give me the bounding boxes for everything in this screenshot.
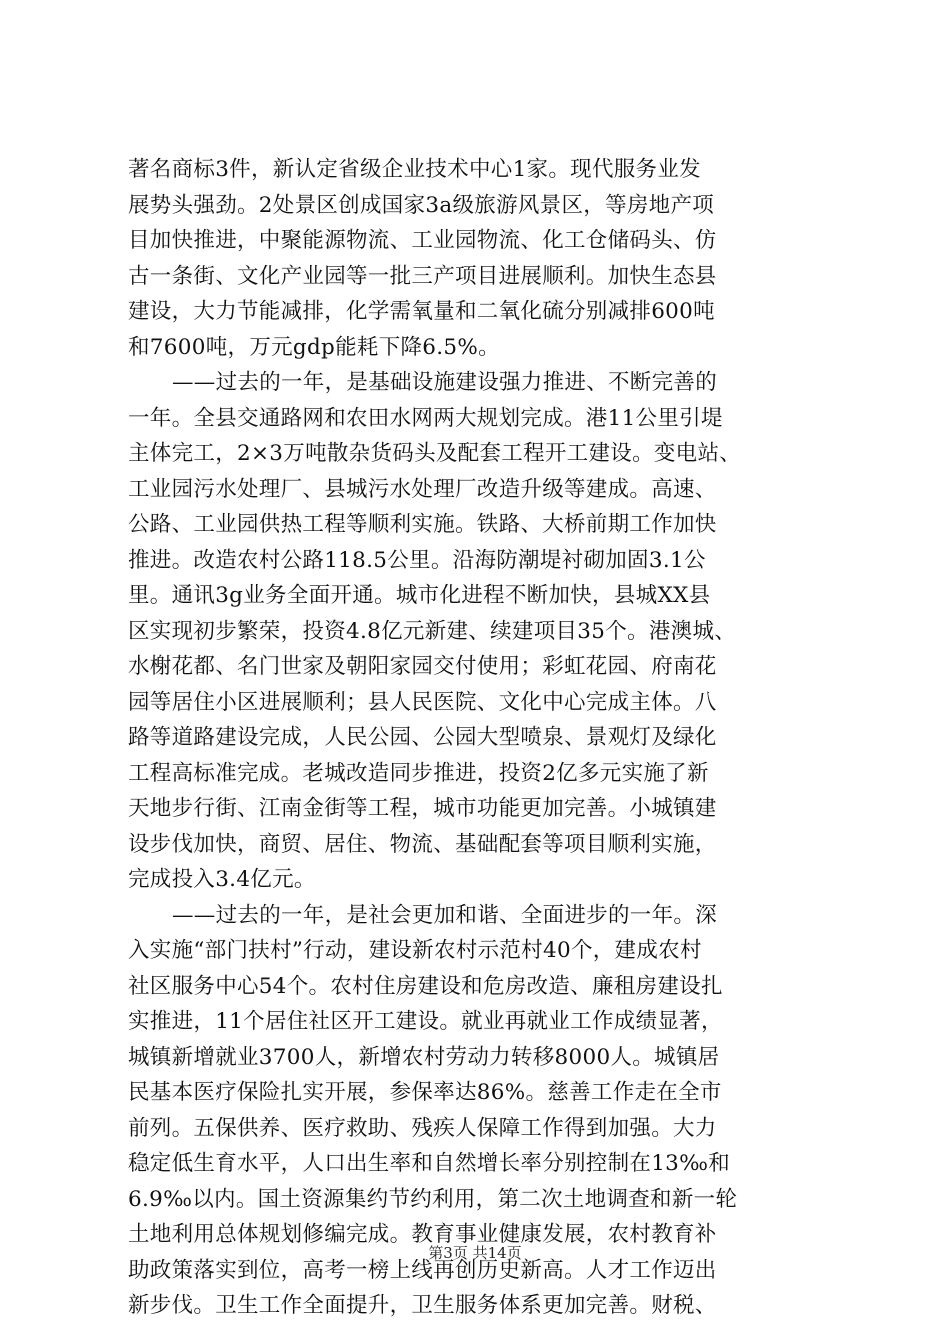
text-line: 水榭花都、名门世家及朝阳家园交付使用；彩虹花园、府南花	[128, 654, 717, 679]
text-line: 助政策落实到位，高考一榜上线再创历史新高。人才工作迈出	[128, 1257, 717, 1283]
text-line: 设步伐加快，商贸、居住、物流、基础配套等项目顺利实施，	[128, 831, 717, 857]
text-line: 和7600吨，万元gdp能耗下降6.5%。	[128, 334, 500, 360]
text-line: 目加快推进，中聚能源物流、工业园物流、化工仓储码头、仿	[128, 228, 717, 253]
text-line: 展势头强劲。2处景区创成国家3a级旅游风景区，等房地产项	[128, 192, 715, 218]
text-line: 前列。五保供养、医疗救助、残疾人保障工作得到加强。大力	[128, 1115, 717, 1141]
text-line: 稳定低生育水平，人口出生率和自然增长率分别控制在13‰和	[128, 1151, 731, 1176]
text-line: ——过去的一年，是基础设施建设强力推进、不断完善的	[172, 370, 718, 395]
text-line: 著名商标3件，新认定省级企业技术中心1家。现代服务业发	[128, 157, 701, 182]
text-line: 天地步行街、江南金街等工程，城市功能更加完善。小城镇建	[128, 796, 717, 821]
text-line: 里。通讯3g业务全面开通。城市化进程不断加快，县城XX县	[128, 583, 711, 608]
text-line: 一年。全县交通路网和农田水网两大规划完成。港11公里引堤	[128, 405, 723, 431]
text-line: 主体完工，2×3万吨散杂货码头及配套工程开工建设。变电站、	[128, 441, 742, 466]
text-line: 园等居住小区进展顺利；县人民医院、文化中心完成主体。八	[128, 689, 717, 715]
text-line: 区实现初步繁荣，投资4.8亿元新建、续建项目35个。港澳城、	[128, 618, 737, 644]
text-line: 城镇新增就业3700人，新增农村劳动力转移8000人。城镇居	[128, 1044, 720, 1070]
text-line: 社区服务中心54个。农村住房建设和危房改造、廉租房建设扎	[128, 973, 723, 999]
text-line: 新步伐。卫生工作全面提升，卫生服务体系更加完善。财税、	[128, 1293, 717, 1318]
text-line: 建设，大力节能减排，化学需氧量和二氧化硫分别减排600吨	[128, 299, 715, 324]
text-line: 完成投入3.4亿元。	[128, 867, 316, 892]
text-line: 工程高标准完成。老城改造同步推进，投资2亿多元实施了新	[128, 760, 709, 786]
text-line: 土地利用总体规划修编完成。教育事业健康发展，农村教育补	[128, 1222, 717, 1247]
text-line: 工业园污水处理厂、县城污水处理厂改造升级等建成。高速、	[128, 476, 717, 502]
text-line: 实推进，11个居住社区开工建设。就业再就业工作成绩显著，	[128, 1009, 723, 1034]
text-line: 推进。改造农村公路118.5公里。沿海防潮堤衬砌加固3.1公	[128, 547, 706, 573]
text-line: 入实施“部门扶村”行动，建设新农村示范村40个，建成农村	[128, 938, 702, 963]
page-footer: 第3页 共14页	[428, 1244, 522, 1262]
text-line: 6.9‰以内。国土资源集约节约利用，第二次土地调查和新一轮	[128, 1186, 738, 1212]
text-line: ——过去的一年，是社会更加和谐、全面进步的一年。深	[172, 902, 718, 928]
text-line: 古一条街、文化产业园等一批三产项目进展顺利。加快生态县	[128, 263, 717, 289]
document-body	[128, 152, 828, 1324]
text-line: 路等道路建设完成，人民公园、公园大型喷泉、景观灯及绿化	[128, 725, 717, 750]
text-line: 公路、工业园供热工程等顺利实施。铁路、大桥前期工作加快	[128, 512, 717, 537]
text-line: 民基本医疗保险扎实开展，参保率达86%。慈善工作走在全市	[128, 1080, 722, 1105]
